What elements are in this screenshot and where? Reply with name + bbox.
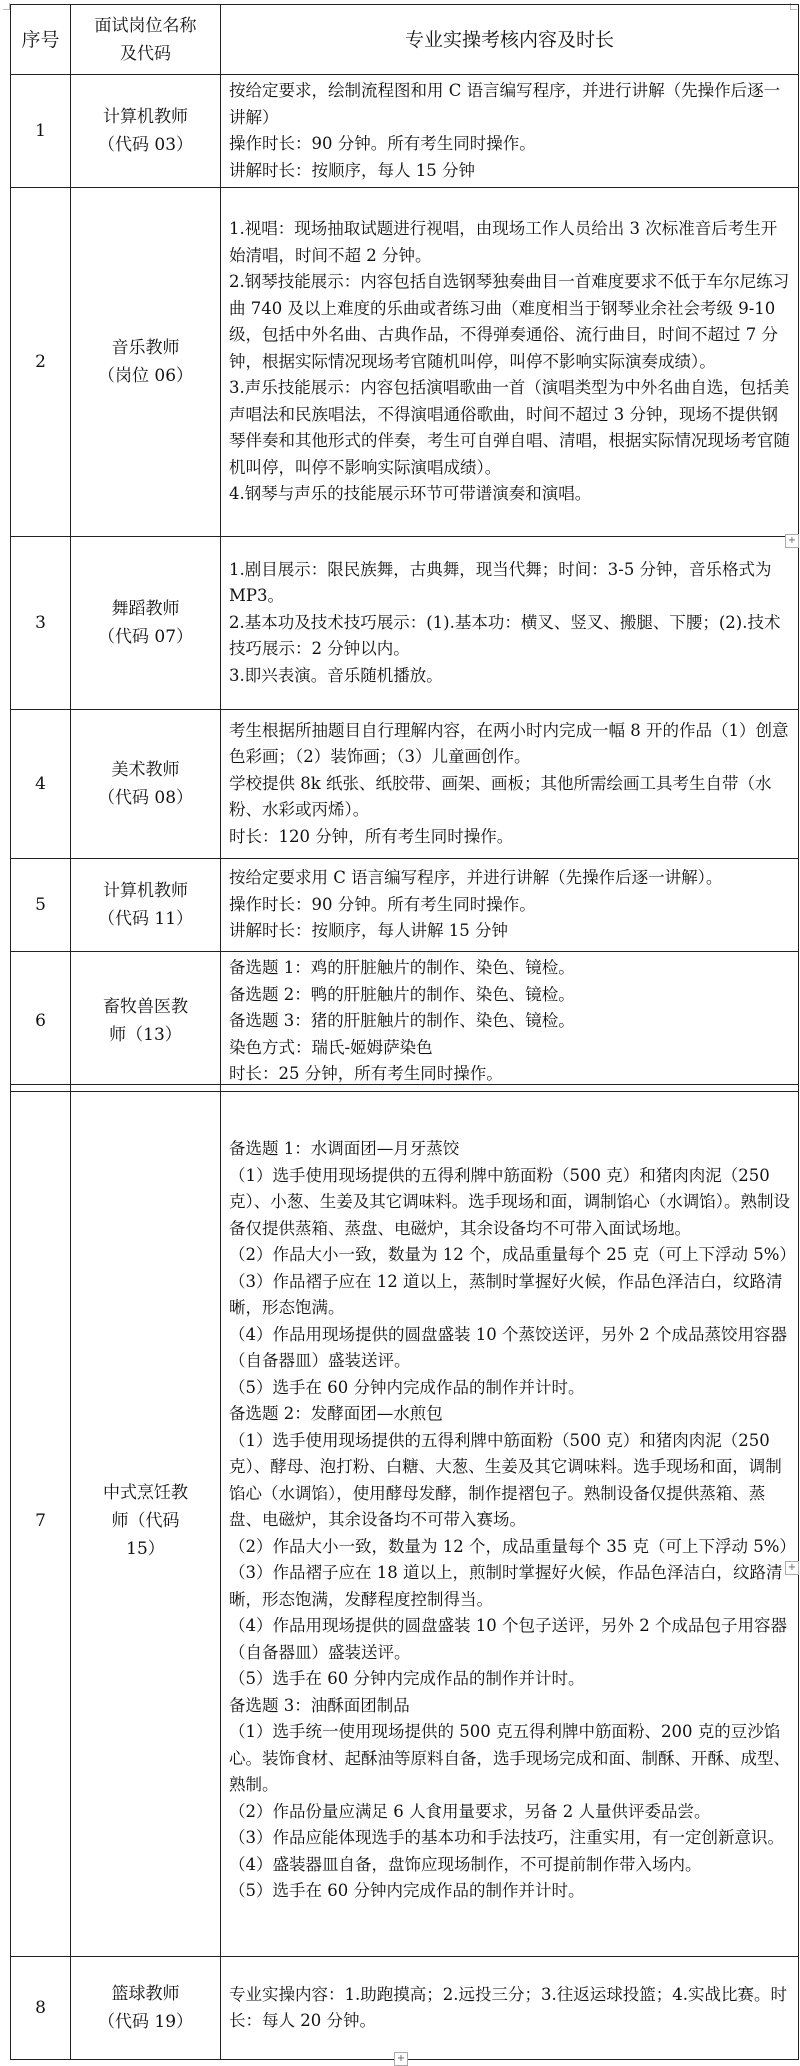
content-line: 1.视唱：现场抽取试题进行视唱，由现场工作人员给出 3 次标准音后考生开始清唱，时间不超 2 分钟。 — [229, 219, 778, 265]
content-line: （2）作品大小一致，数量为 12 个，成品重量每个 35 克（可上下浮动 5%） — [229, 1536, 796, 1556]
row-number: 2 — [11, 188, 71, 537]
position-name: 计算机教师 （代码 11） — [71, 859, 221, 952]
content-line: （5）选手在 60 分钟内完成作品的制作并计时。 — [229, 1669, 585, 1689]
content-line: 操作时长：90 分钟。所有考生同时操作。 — [229, 134, 536, 153]
header-content: 专业实操考核内容及时长 — [221, 5, 799, 75]
content-line: 3.声乐技能展示：内容包括演唱歌曲一首（演唱类型为中外名曲自选，包括美声唱法和民族唱法，不得演唱通俗歌曲，时间不超过 3 分钟，现场不提供钢琴伴奏和其他形式的伴奏，考生可自弹自唱、清唱，根据实际情况现场考官随机叫停，叫停不影响实际演唱成绩）。 — [229, 378, 790, 477]
header-position: 面试岗位名称及代码 — [71, 5, 221, 75]
content-line: 学校提供 8k 纸张、纸胶带、画架、画板；其他所需绘画工具考生自带（水粉、水彩或丙烯）。 — [229, 773, 772, 820]
content-line: 时长：25 分钟，所有考生同时操作。 — [229, 1064, 503, 1083]
table-row — [11, 188, 799, 537]
row-number: 7 — [11, 1085, 71, 1957]
table-add-handle[interactable]: + — [785, 1561, 799, 1575]
crop-mark-top-left — [3, 3, 10, 10]
position-name: 畜牧兽医教 师（13） — [71, 952, 221, 1092]
content-line: 专业实操内容：1.助跑摸高；2.远投三分；3.往返运球投篮；4.实战比赛。时长：每人 20 分钟。 — [229, 1984, 787, 2030]
content-line: 染色方式：瑞氏-姬姆萨染色 — [229, 1037, 433, 1057]
position-name: 舞蹈教师 （代码 07） — [71, 537, 221, 710]
exam-content — [221, 859, 799, 952]
row-number: 3 — [11, 537, 71, 710]
exam-content — [221, 710, 799, 859]
content-line: （1）选手使用现场提供的五得利牌中筋面粉（500 克）和猪肉肉泥（250 克）、酵母、泡打粉、白糖、大葱、生姜及其它调味料。选手现场和面，调制馅心（水调馅），使用酵母发酵，制作提褶包子。熟制设备仅提供蒸箱、蒸盘、电磁炉，其余设备均不可带入赛场。 — [229, 1430, 782, 1530]
content-line: 4.钢琴与声乐的技能展示环节可带谱演奏和演唱。 — [229, 484, 592, 504]
content-line: 备选题 1：鸡的肝脏触片的制作、染色、镜检。 — [229, 958, 575, 977]
table-row — [11, 859, 799, 952]
content-line: 备选题 1：水调面团—月牙蒸饺 — [229, 1139, 460, 1159]
content-line: 讲解时长：按顺序，每人讲解 15 分钟 — [229, 921, 508, 941]
content-line: （4）作品用现场提供的圆盘盛装 10 个蒸饺送评，另外 2 个成品蒸饺用容器（自备器皿）盛装送评。 — [229, 1324, 787, 1371]
content-line: 备选题 3：油酥面团制品 — [229, 1695, 410, 1715]
content-line: （5）选手在 60 分钟内完成作品的制作并计时。 — [229, 1377, 585, 1397]
content-line: 备选题 3：猪的肝脏触片的制作、染色、镜检。 — [229, 1011, 575, 1030]
position-name: 音乐教师 （岗位 06） — [71, 188, 221, 537]
exam-content — [221, 188, 799, 537]
table-row — [11, 1957, 799, 2060]
content-line: 3.即兴表演。音乐随机播放。 — [229, 665, 443, 685]
content-line: 1.剧目展示：限民族舞，古典舞，现当代舞；时间：3-5 分钟，音乐格式为 MP3。 — [229, 559, 772, 606]
table-row — [11, 75, 799, 188]
exam-content — [221, 537, 799, 710]
content-line: （3）作品应能体现选手的基本功和手法技巧，注重实用，有一定创新意识。 — [229, 1828, 784, 1848]
position-name: 美术教师 （代码 08） — [71, 710, 221, 859]
exam-content — [221, 75, 799, 188]
content-line: （5）选手在 60 分钟内完成作品的制作并计时。 — [229, 1881, 585, 1901]
exam-table-part-1 — [10, 4, 799, 1092]
table-row — [11, 1085, 799, 1957]
content-line: 备选题 2：发酵面团—水煎包 — [229, 1404, 443, 1424]
table-add-handle[interactable]: + — [785, 534, 799, 548]
content-line: （4）作品用现场提供的圆盘盛装 10 个包子送评，另外 2 个成品包子用容器（自备器皿）盛装送评。 — [229, 1616, 787, 1662]
row-number: 1 — [11, 75, 71, 188]
content-line: 备选题 2：鸭的肝脏触片的制作、染色、镜检。 — [229, 984, 575, 1004]
content-line: 按给定要求用 C 语言编写程序，并进行讲解（先操作后逐一讲解）。 — [229, 868, 723, 888]
content-line: 按给定要求，绘制流程图和用 C 语言编写程序，并进行讲解（先操作后逐一讲解） — [229, 81, 781, 127]
exam-content — [221, 1085, 799, 1957]
content-line: 讲解时长：按顺序，每人 15 分钟 — [229, 160, 475, 180]
row-number: 5 — [11, 859, 71, 952]
header-no: 序号 — [11, 5, 71, 75]
position-name: 计算机教师 （代码 03） — [71, 75, 221, 188]
table-header-row — [11, 5, 799, 75]
row-number: 4 — [11, 710, 71, 859]
exam-table-part-2 — [10, 1084, 799, 2060]
table-add-handle[interactable]: + — [394, 2052, 408, 2066]
content-line: 2.钢琴技能展示：内容包括自选钢琴独奏曲目一首难度要求不低于车尔尼练习曲 740 及以上难度的乐曲或者练习曲（难度相当于钢琴业余社会考级 9-10 级，包括中外名曲、古典作品，不得弹奏通俗、流行曲目，时间不超过 7 分钟，根据实际情况现场考官随机叫停，叫停不影响实际演奏成绩）。 — [229, 272, 790, 371]
content-line: （2）作品大小一致，数量为 12 个，成品重量每个 25 克（可上下浮动 5%） — [229, 1245, 796, 1265]
content-line: 2.基本功及技术技巧展示：(1).基本功：横叉、竖叉、搬腿、下腰；(2).技术技巧展示：2 分钟以内。 — [229, 612, 781, 659]
table-row — [11, 710, 799, 859]
table-row — [11, 952, 799, 1092]
content-line: （2）作品份量应满足 6 人食用量要求，另备 2 人量供评委品尝。 — [229, 1801, 711, 1821]
table-row — [11, 537, 799, 710]
content-line: 操作时长：90 分钟。所有考生同时操作。 — [229, 894, 536, 914]
row-number: 6 — [11, 952, 71, 1092]
exam-content — [221, 952, 799, 1092]
row-number: 8 — [11, 1957, 71, 2060]
content-line: （1）选手统一使用现场提供的 500 克五得利牌中筋面粉、200 克的豆沙馅心。装饰食材、起酥油等原料自备，选手现场完成和面、制酥、开酥、成型、熟制。 — [229, 1722, 790, 1795]
content-line: 时长：120 分钟，所有考生同时操作。 — [229, 826, 514, 846]
content-line: （3）作品褶子应在 12 道以上，蒸制时掌握好火候，作品色泽洁白，纹路清晰，形态饱满。 — [229, 1271, 783, 1318]
content-line: 考生根据所抽题目自行理解内容，在两小时内完成一幅 8 开的作品（1）创意色彩画；（2）装饰画；（3）儿童画创作。 — [229, 720, 789, 767]
position-name: 篮球教师 （代码 19） — [71, 1957, 221, 2060]
exam-content — [221, 1957, 799, 2060]
content-line: （1）选手使用现场提供的五得利牌中筋面粉（500 克）和猪肉肉泥（250 克）、小葱、生姜及其它调味料。选手现场和面，调制馅心（水调馅）。熟制设备仅提供蒸箱、蒸盘、电磁炉，其余设备均不可带入面试场地。 — [229, 1165, 790, 1238]
content-line: （4）盛装器皿自备，盘饰应现场制作，不可提前制作带入场内。 — [229, 1854, 702, 1874]
position-name: 中式烹饪教 师（代码 15） — [71, 1085, 221, 1957]
content-line: （3）作品褶子应在 18 道以上，煎制时掌握好火候，作品色泽洁白，纹路清晰，形态饱满，发酵程度控制得当。 — [229, 1563, 783, 1609]
